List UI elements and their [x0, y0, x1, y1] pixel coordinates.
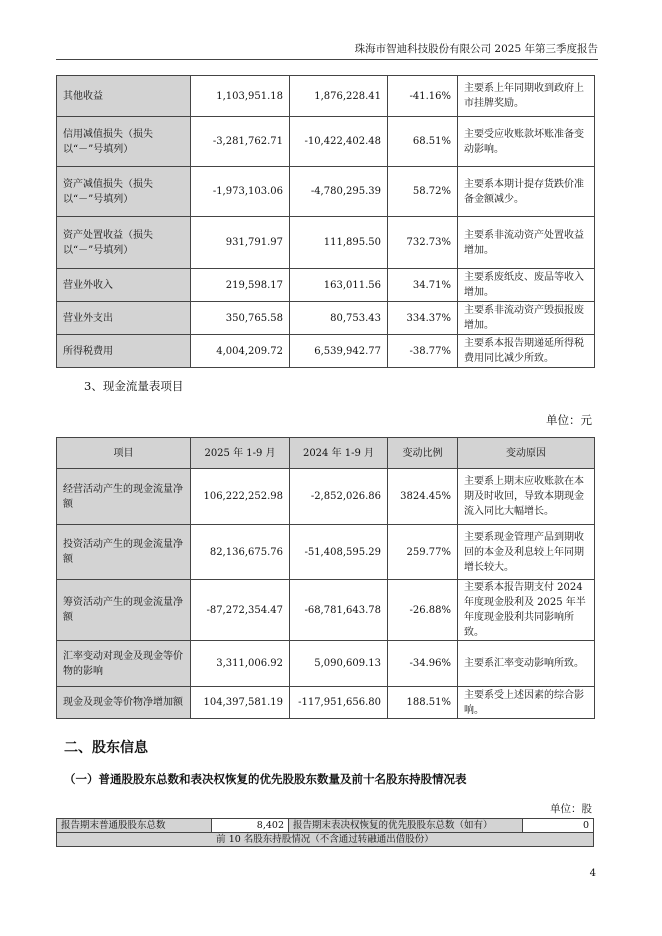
cashflow-reason-cell: 主要系汇率变动影响所致。: [458, 641, 595, 687]
income-row: [57, 269, 595, 302]
income-item-cell: 资产减值损失（损失以“－”号填列）: [57, 167, 191, 217]
income-prior-value: 163,011.56: [290, 269, 388, 302]
income-item-cell: 营业外收入: [57, 269, 191, 302]
income-prior-value: 1,876,228.41: [290, 76, 388, 117]
income-change-ratio: 334.37%: [388, 302, 458, 335]
cashflow-reason-cell: 主要系受上述因素的综合影响。: [458, 687, 595, 719]
cashflow-section-title: 3、现金流量表项目: [84, 379, 184, 393]
income-row: [57, 302, 595, 335]
cashflow-current-value: 3,311,006.92: [191, 641, 290, 687]
cashflow-prior-value: -117,951,656.80: [290, 687, 388, 719]
cashflow-prior-value: -51,408,595.29: [290, 525, 388, 580]
income-prior-value: 80,753.43: [290, 302, 388, 335]
report-header: 珠海市智迪科技股份有限公司 2025 年第三季度报告: [354, 43, 598, 55]
cashflow-table: [56, 437, 595, 719]
cashflow-item-cell: 现金及现金等价物净增加额: [57, 687, 191, 719]
top10-label: 前 10 名股东持股情况（不含通过转融通出借股份）: [57, 833, 594, 847]
income-change-ratio: -38.77%: [388, 335, 458, 368]
cashflow-reason-cell: 主要系上期末应收账款在本期及时收回，导致本期现金流入同比大幅增长。: [458, 469, 595, 525]
income-prior-value: -10,422,402.48: [290, 117, 388, 167]
col-header-current: 2025 年 1-9 月: [191, 438, 290, 469]
cashflow-current-value: 82,136,675.76: [191, 525, 290, 580]
common-holder-label: 报告期末普通股股东总数: [57, 819, 212, 833]
income-prior-value: 111,895.50: [290, 217, 388, 269]
cashflow-row: [57, 469, 595, 525]
cashflow-change-ratio: -34.96%: [388, 641, 458, 687]
cashflow-reason-cell: 主要系本报告期支付 2024 年度现金股利及 2025 年半年度现金股利共同影响所致。: [458, 580, 595, 641]
cashflow-current-value: 106,222,252.98: [191, 469, 290, 525]
col-header-item: 项目: [57, 438, 191, 469]
cashflow-row: [57, 641, 595, 687]
income-current-value: -3,281,762.71: [191, 117, 290, 167]
income-current-value: 219,598.17: [191, 269, 290, 302]
cashflow-current-value: -87,272,354.47: [191, 580, 290, 641]
preferred-holder-value: 0: [523, 819, 594, 833]
col-header-prior: 2024 年 1-9 月: [290, 438, 388, 469]
shareholder-count-row: [57, 819, 594, 833]
cashflow-row: [57, 580, 595, 641]
preferred-holder-label: 报告期末表决权恢复的优先股股东总数（如有）: [289, 819, 523, 833]
income-row: [57, 167, 595, 217]
cashflow-header-row: [57, 438, 595, 469]
income-item-cell: 营业外支出: [57, 302, 191, 335]
shareholder-unit-label: 单位：股: [550, 803, 592, 815]
income-item-cell: 信用减值损失（损失以“－”号填列）: [57, 117, 191, 167]
cashflow-change-ratio: 188.51%: [388, 687, 458, 719]
income-reason-cell: 主要系非流动资产毁损报废增加。: [458, 302, 595, 335]
shareholder-section-title: 二、股东信息: [64, 740, 148, 756]
income-change-ratio: 34.71%: [388, 269, 458, 302]
income-prior-value: 6,539,942.77: [290, 335, 388, 368]
cashflow-prior-value: 5,090,609.13: [290, 641, 388, 687]
income-reason-cell: 主要系废纸皮、废品等收入增加。: [458, 269, 595, 302]
cashflow-reason-cell: 主要系现金管理产品到期收回的本金及利息较上年同期增长较大。: [458, 525, 595, 580]
shareholder-table: [56, 818, 594, 847]
header-divider: [56, 59, 598, 60]
cashflow-change-ratio: -26.88%: [388, 580, 458, 641]
income-reason-cell: 主要受应收账款坏账准备变动影响。: [458, 117, 595, 167]
cashflow-unit-label: 单位：元: [546, 413, 592, 427]
top10-header-row: [57, 833, 594, 847]
shareholder-subsection-title: （一）普通股股东总数和表决权恢复的优先股股东数量及前十名股东持股情况表: [64, 772, 467, 786]
col-header-reason: 变动原因: [458, 438, 595, 469]
income-item-cell: 资产处置收益（损失以“－”号填列）: [57, 217, 191, 269]
cashflow-item-cell: 投资活动产生的现金流量净额: [57, 525, 191, 580]
income-change-ratio: 732.73%: [388, 217, 458, 269]
income-prior-value: -4,780,295.39: [290, 167, 388, 217]
cashflow-change-ratio: 259.77%: [388, 525, 458, 580]
cashflow-item-cell: 经营活动产生的现金流量净额: [57, 469, 191, 525]
income-change-ratio: 58.72%: [388, 167, 458, 217]
income-row: [57, 217, 595, 269]
cashflow-prior-value: -2,852,026.86: [290, 469, 388, 525]
income-items-table: [56, 75, 595, 368]
cashflow-row: [57, 687, 595, 719]
income-current-value: 350,765.58: [191, 302, 290, 335]
income-change-ratio: -41.16%: [388, 76, 458, 117]
income-item-cell: 所得税费用: [57, 335, 191, 368]
income-row: [57, 335, 595, 368]
cashflow-item-cell: 筹资活动产生的现金流量净额: [57, 580, 191, 641]
income-reason-cell: 主要系非流动资产处置收益增加。: [458, 217, 595, 269]
income-change-ratio: 68.51%: [388, 117, 458, 167]
income-row: [57, 76, 595, 117]
income-current-value: 1,103,951.18: [191, 76, 290, 117]
income-current-value: -1,973,103.06: [191, 167, 290, 217]
common-holder-value: 8,402: [212, 819, 289, 833]
cashflow-row: [57, 525, 595, 580]
income-item-cell: 其他收益: [57, 76, 191, 117]
cashflow-item-cell: 汇率变动对现金及现金等价物的影响: [57, 641, 191, 687]
cashflow-prior-value: -68,781,643.78: [290, 580, 388, 641]
income-current-value: 931,791.97: [191, 217, 290, 269]
cashflow-change-ratio: 3824.45%: [388, 469, 458, 525]
page-number: 4: [589, 868, 596, 879]
cashflow-current-value: 104,397,581.19: [191, 687, 290, 719]
income-reason-cell: 主要系上年同期收到政府上市挂牌奖励。: [458, 76, 595, 117]
income-current-value: 4,004,209.72: [191, 335, 290, 368]
col-header-change: 变动比例: [388, 438, 458, 469]
income-reason-cell: 主要系本报告期递延所得税费用同比减少所致。: [458, 335, 595, 368]
income-row: [57, 117, 595, 167]
income-reason-cell: 主要系本期计提存货跌价准备金额减少。: [458, 167, 595, 217]
